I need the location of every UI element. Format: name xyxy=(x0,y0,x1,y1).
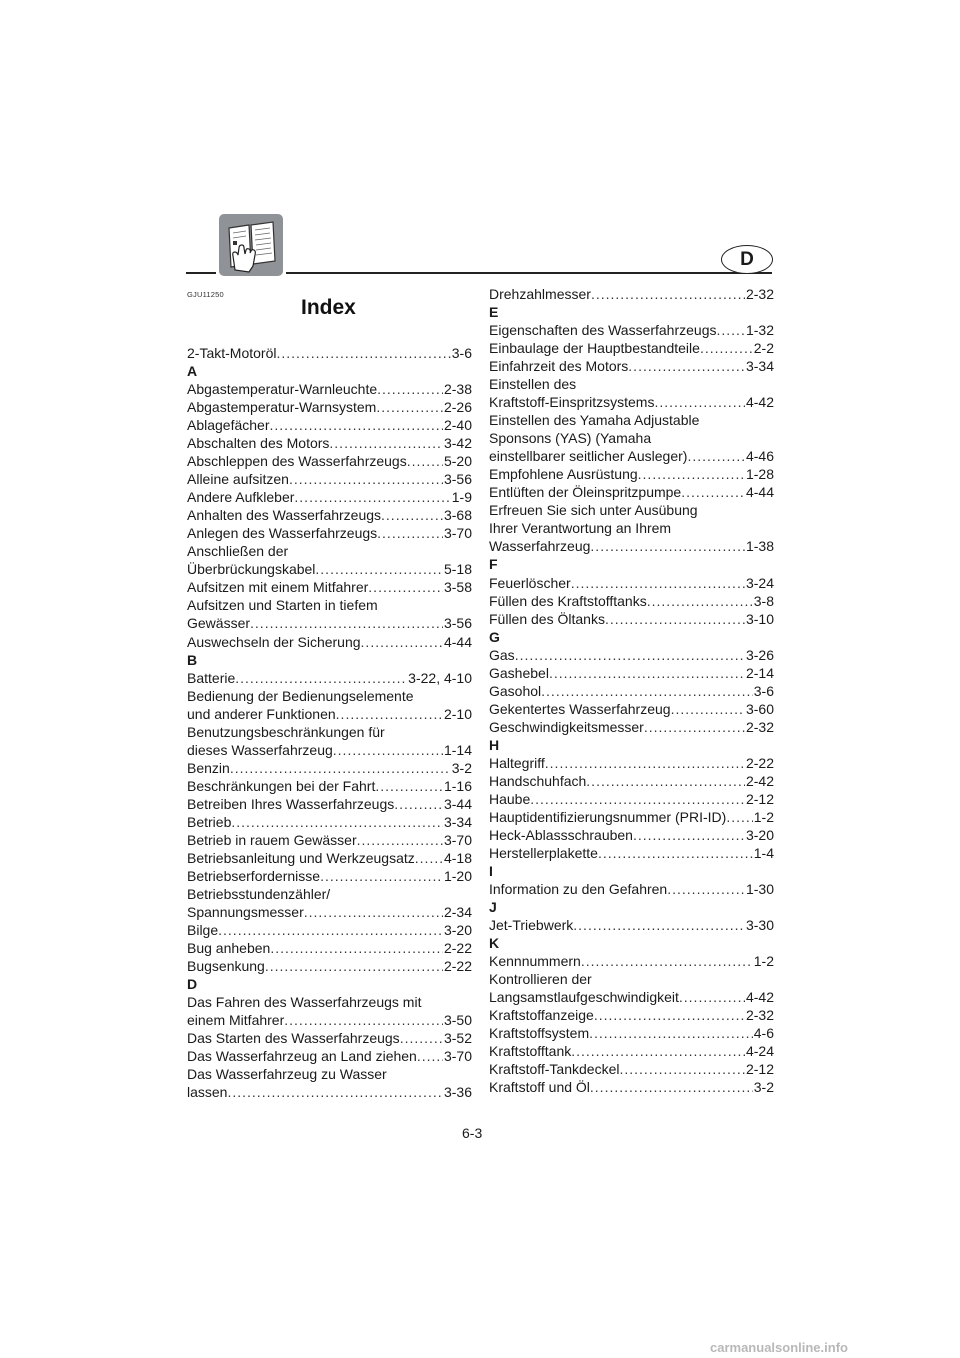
index-entry xyxy=(489,357,774,375)
index-entry-continued: Betriebsstundenzähler/ xyxy=(187,885,331,902)
document-code: GJU11250 xyxy=(187,290,224,299)
index-entry-term: Füllen des Öltanks xyxy=(489,610,605,627)
index-entry xyxy=(187,488,472,506)
index-entry xyxy=(489,754,774,772)
index-entry-page: 3-44 xyxy=(443,795,472,812)
index-entry-term: Betriebsanleitung und Werkzeugsatz xyxy=(187,849,415,866)
index-entry xyxy=(187,795,472,813)
index-entry-term: Aufsitzen mit einem Mitfahrer xyxy=(187,579,369,596)
index-entry-term: Langsamstlaufgeschwindigkeit xyxy=(489,989,679,1006)
index-entry xyxy=(187,957,472,975)
index-entry xyxy=(489,321,774,339)
index-entry xyxy=(187,416,472,434)
index-entry xyxy=(489,952,774,970)
index-entry-page: 2-40 xyxy=(443,417,472,434)
index-entry-page: 4-44 xyxy=(443,633,472,650)
dot-leader xyxy=(289,470,443,488)
dot-leader xyxy=(571,574,745,592)
index-entry-page: 4-42 xyxy=(745,394,774,411)
index-entry-page: 1-2 xyxy=(753,808,774,825)
index-entry-page: 3-10 xyxy=(745,610,774,627)
index-entry-page: 3-60 xyxy=(745,700,774,717)
index-entry-page: 3-30 xyxy=(745,917,774,934)
dot-leader xyxy=(218,921,443,939)
index-entry-term: Haube xyxy=(489,790,531,807)
index-entry-term: Beschränkungen bei der Fahrt xyxy=(187,777,376,794)
dot-leader xyxy=(333,741,443,759)
index-entry-page: 3-20 xyxy=(443,922,472,938)
index-entry-term: einem Mitfahrer xyxy=(187,1012,285,1029)
dot-leader xyxy=(586,772,745,790)
index-entry-continued: Ihrer Verantwortung an Ihrem xyxy=(489,520,672,537)
index-entry-page: 1-4 xyxy=(753,844,774,861)
index-entry-term: Kraftstoff und Öl xyxy=(489,1079,590,1096)
index-letter-heading: I xyxy=(489,863,493,879)
index-entry-page: 2-32 xyxy=(745,286,774,302)
index-entry xyxy=(187,939,472,957)
index-entry-page: 3-42 xyxy=(443,435,472,452)
index-entry xyxy=(489,592,774,610)
index-letter-heading: J xyxy=(489,899,497,916)
index-entry-page: 3-6 xyxy=(451,345,472,361)
index-entry-page: 3-68 xyxy=(443,507,472,524)
index-entry xyxy=(489,483,774,501)
index-entry-continued: Einstellen des Yamaha Adjustable xyxy=(489,412,700,429)
index-entry-page: 3-58 xyxy=(443,579,472,596)
index-entry-page: 4-44 xyxy=(745,484,774,501)
index-entry-page: 5-18 xyxy=(443,561,472,578)
index-entry-page: 2-26 xyxy=(443,399,472,416)
index-entry-term: Batterie xyxy=(187,669,236,686)
dot-leader xyxy=(545,754,745,772)
index-entry-term: Überbrückungskabel xyxy=(187,561,316,578)
dot-leader xyxy=(515,646,745,664)
index-entry xyxy=(489,610,774,628)
index-entry-continued: Sponsons (YAS) (Yamaha xyxy=(489,430,652,447)
index-entry-term: Einbaulage der Hauptbestandteile xyxy=(489,340,700,357)
index-entry xyxy=(489,826,774,844)
index-entry-term: Drehzahlmesser xyxy=(489,286,591,302)
dot-leader xyxy=(591,285,745,303)
dot-leader xyxy=(400,1029,443,1047)
index-entry-page: 2-22 xyxy=(443,958,472,975)
index-entry xyxy=(187,867,472,885)
index-entry xyxy=(187,578,472,596)
index-entry-term: Kennnummern xyxy=(489,953,581,970)
dot-leader xyxy=(598,844,753,862)
index-entry-term: Kraftstoffsystem xyxy=(489,1025,590,1042)
index-entry-term: Bilge xyxy=(187,922,219,938)
header-rule-right xyxy=(286,272,772,274)
dot-leader xyxy=(231,813,443,831)
index-entry xyxy=(187,849,472,867)
index-letter-heading: B xyxy=(187,651,198,668)
index-entry-term: Einfahrzeit des Motors xyxy=(489,358,629,375)
index-entry-term: einstellbarer seitlicher Ausleger) xyxy=(489,448,688,465)
index-entry-term: Betriebserfordernisse xyxy=(187,867,321,884)
dot-leader xyxy=(250,614,443,632)
watermark: carmanualsonline.info xyxy=(710,1340,848,1355)
dot-leader xyxy=(594,1006,745,1024)
header-rule-left xyxy=(186,272,216,274)
index-entry-continued: Bedienung der Bedienungselemente xyxy=(187,687,414,704)
index-entry xyxy=(489,1024,774,1042)
index-entry-continued: Anschließen der xyxy=(187,543,289,560)
index-entry-page: 2-42 xyxy=(745,772,774,789)
dot-leader xyxy=(619,1060,744,1078)
index-entry-page: 3-52 xyxy=(443,1030,472,1047)
index-entry-term: Alleine aufsitzen xyxy=(187,471,289,488)
index-entry-term: Gekentertes Wasserfahrzeug xyxy=(489,700,671,717)
index-entry-page: 3-50 xyxy=(443,1012,472,1029)
index-entry xyxy=(187,759,472,777)
dot-leader xyxy=(654,393,745,411)
index-entry-page: 1-38 xyxy=(745,538,774,555)
dot-leader xyxy=(589,1024,753,1042)
index-entry xyxy=(489,880,774,898)
index-entry-page: 3-24 xyxy=(745,574,774,591)
dot-leader xyxy=(667,880,745,898)
index-entry xyxy=(489,988,774,1006)
dot-leader xyxy=(336,705,443,723)
index-entry xyxy=(489,339,774,357)
index-entry-term: Anlegen des Wasserfahrzeugs xyxy=(187,525,378,542)
dot-leader xyxy=(235,669,407,687)
index-entry xyxy=(489,574,774,592)
index-entry-term: Gasohol xyxy=(489,682,542,699)
index-entry-term: Haltegriff xyxy=(489,754,545,771)
dot-leader xyxy=(276,344,450,362)
dot-leader xyxy=(633,826,745,844)
index-entry-term: Gewässer xyxy=(187,615,251,632)
index-entry xyxy=(187,813,472,831)
dot-leader xyxy=(573,916,745,934)
index-entry xyxy=(187,1083,472,1101)
dot-leader xyxy=(265,957,443,975)
index-entry-term: Kraftstofftank xyxy=(489,1043,572,1060)
dot-leader xyxy=(717,321,745,339)
dot-leader xyxy=(681,483,745,501)
dot-leader xyxy=(590,1078,753,1096)
index-entry-page: 2-22 xyxy=(443,940,472,957)
index-entry-page: 2-22 xyxy=(745,754,774,771)
index-entry-term: Das Wasserfahrzeug an Land ziehen xyxy=(187,1048,417,1065)
index-entry-page: 1-28 xyxy=(745,466,774,483)
index-entry-term: Bugsenkung xyxy=(187,958,265,975)
index-entry-page: 3-2 xyxy=(451,759,472,776)
index-entry-term: Kraftstoffanzeige xyxy=(489,1007,594,1024)
index-entry-page: 3-36 xyxy=(443,1084,472,1101)
index-entry-term: Herstellerplakette xyxy=(489,844,598,861)
index-entry xyxy=(489,393,774,411)
index-entry-page: 4-42 xyxy=(745,989,774,1006)
index-entry xyxy=(187,831,472,849)
index-letter-heading: E xyxy=(489,304,499,321)
index-entry-continued: Das Fahren des Wasserfahrzeugs mit xyxy=(187,994,422,1011)
dot-leader xyxy=(415,849,443,867)
index-entry-term: dieses Wasserfahrzeug xyxy=(187,741,333,758)
index-entry xyxy=(489,808,774,826)
index-entry-term: Geschwindigkeitsmesser xyxy=(489,718,644,735)
dot-leader xyxy=(361,633,443,651)
index-entry xyxy=(187,777,472,795)
index-entry xyxy=(187,524,472,542)
dot-leader xyxy=(407,452,443,470)
index-entry-page: 3-34 xyxy=(443,813,472,830)
index-entry xyxy=(187,452,472,470)
index-letter-heading: H xyxy=(489,736,500,753)
dot-leader xyxy=(581,952,753,970)
dot-leader xyxy=(375,777,443,795)
dot-leader xyxy=(230,759,451,777)
manual-hand-icon xyxy=(219,214,283,276)
index-entry-continued: Erfreuen Sie sich unter Ausübung xyxy=(489,502,698,519)
index-entry-term: Bug anheben xyxy=(187,940,271,957)
index-entry xyxy=(489,537,774,555)
index-entry-page: 4-46 xyxy=(745,448,774,465)
index-entry-page: 2-38 xyxy=(443,381,472,398)
index-entry xyxy=(489,447,774,465)
index-entry-continued: Kontrollieren der xyxy=(489,971,592,988)
index-entry-term: Empfohlene Ausrüstung xyxy=(489,466,638,483)
dot-leader xyxy=(638,465,745,483)
index-entry-term: Information zu den Gefahren xyxy=(489,881,668,898)
index-entry-page: 1-30 xyxy=(745,881,774,898)
index-entry xyxy=(187,705,472,723)
dot-leader xyxy=(284,1011,443,1029)
index-letter-heading: A xyxy=(187,363,198,380)
index-entry-page: 3-20 xyxy=(745,826,774,843)
index-entry-term: Feuerlöscher xyxy=(489,574,571,591)
dot-leader xyxy=(320,867,443,885)
index-entry-term: Abgastemperatur-Warnleuchte xyxy=(187,381,378,398)
index-entry xyxy=(187,560,472,578)
index-column-left xyxy=(187,344,472,1101)
dot-leader xyxy=(541,682,753,700)
index-entry-term: Handschuhfach xyxy=(489,772,587,789)
dot-leader xyxy=(270,416,443,434)
index-entry xyxy=(187,1011,472,1029)
index-entry-term: Ablagefächer xyxy=(187,417,270,434)
index-entry xyxy=(489,1006,774,1024)
language-badge: D xyxy=(721,245,773,274)
index-entry-term: Abgastemperatur-Warnsystem xyxy=(187,399,377,416)
index-entry-term: Gas xyxy=(489,646,515,663)
dot-leader xyxy=(679,988,745,1006)
index-entry xyxy=(489,1078,774,1096)
index-entry-term: Benzin xyxy=(187,759,230,776)
index-entry-term: Auswechseln der Sicherung xyxy=(187,633,361,650)
index-entry-continued: Das Wasserfahrzeug zu Wasser xyxy=(187,1066,387,1083)
index-entry xyxy=(187,903,472,921)
dot-leader xyxy=(368,578,443,596)
index-entry xyxy=(187,398,472,416)
index-entry xyxy=(187,434,472,452)
index-column-right xyxy=(489,285,774,1096)
index-entry-page: 4-6 xyxy=(753,1025,774,1042)
index-entry-term: Hauptidentifizierungsnummer (PRI-ID) xyxy=(489,808,727,825)
index-entry xyxy=(187,669,472,687)
index-letter-heading: D xyxy=(187,976,198,993)
index-entry-term: lassen xyxy=(187,1084,228,1101)
index-entry-term: Betreiben Ihres Wasserfahrzeugs xyxy=(187,795,395,812)
index-entry xyxy=(489,916,774,934)
index-entry-term: Gashebel xyxy=(489,664,549,681)
index-entry xyxy=(187,380,472,398)
dot-leader xyxy=(381,506,443,524)
dot-leader xyxy=(294,488,450,506)
index-entry xyxy=(187,344,472,362)
index-entry xyxy=(489,772,774,790)
dot-leader xyxy=(647,592,753,610)
index-entry-term: Betrieb xyxy=(187,813,232,830)
index-entry-page: 2-12 xyxy=(745,1061,774,1078)
dot-leader xyxy=(394,795,443,813)
index-entry-page: 2-32 xyxy=(745,718,774,735)
index-entry-page: 3-34 xyxy=(745,358,774,375)
index-entry xyxy=(489,700,774,718)
index-entry-page: 2-12 xyxy=(745,790,774,807)
index-entry-term: Jet-Triebwerk xyxy=(489,917,574,934)
index-entry-term: 2-Takt-Motoröl xyxy=(187,345,277,361)
dot-leader xyxy=(726,808,752,826)
dot-leader xyxy=(530,790,745,808)
page-title: Index xyxy=(301,296,356,319)
index-entry xyxy=(187,1029,472,1047)
dot-leader xyxy=(571,1042,745,1060)
index-entry-term: Abschleppen des Wasserfahrzeugs xyxy=(187,453,407,470)
index-entry xyxy=(489,718,774,736)
index-entry xyxy=(187,741,472,759)
index-entry-page: 3-26 xyxy=(745,646,774,663)
index-entry xyxy=(489,1042,774,1060)
dot-leader xyxy=(329,434,443,452)
index-entry-term: Abschalten des Motors xyxy=(187,435,330,452)
dot-leader xyxy=(590,537,745,555)
index-entry-page: 1-9 xyxy=(451,489,472,506)
dot-leader xyxy=(304,903,443,921)
dot-leader xyxy=(227,1083,443,1101)
index-entry-term: Eigenschaften des Wasserfahrzeugs xyxy=(489,322,717,339)
index-entry xyxy=(489,646,774,664)
index-entry-page: 1-16 xyxy=(443,777,472,794)
index-letter-heading: F xyxy=(489,556,498,573)
index-entry xyxy=(187,921,472,939)
index-entry-page: 4-24 xyxy=(745,1043,774,1060)
index-entry xyxy=(187,614,472,632)
page-number: 6-3 xyxy=(462,1125,483,1141)
dot-leader xyxy=(377,380,443,398)
index-entry-continued: Benutzungsbeschränkungen für xyxy=(187,723,385,740)
dot-leader xyxy=(671,700,745,718)
index-entry-term: und anderer Funktionen xyxy=(187,705,336,722)
index-entry-page: 2-2 xyxy=(753,340,774,357)
index-entry-page: 2-34 xyxy=(443,903,472,920)
index-entry-page: 1-20 xyxy=(443,867,472,884)
index-letter-heading: K xyxy=(489,935,500,952)
index-entry-page: 2-10 xyxy=(443,705,472,722)
dot-leader xyxy=(687,447,745,465)
index-entry-page: 3-70 xyxy=(443,1048,472,1065)
dot-leader xyxy=(376,398,443,416)
index-entry-term: Entlüften der Öleinspritzpumpe xyxy=(489,484,682,501)
dot-leader xyxy=(605,610,745,628)
index-entry-page: 3-70 xyxy=(443,831,472,848)
index-entry xyxy=(489,1060,774,1078)
index-entry xyxy=(489,682,774,700)
index-entry xyxy=(489,465,774,483)
index-entry-continued: Einstellen des xyxy=(489,376,577,393)
index-entry-term: Füllen des Kraftstofftanks xyxy=(489,592,647,609)
index-entry xyxy=(489,790,774,808)
dot-leader xyxy=(628,357,745,375)
index-entry-page: 1-2 xyxy=(753,953,774,970)
index-entry-page: 3-22, 4-10 xyxy=(408,669,472,686)
index-entry-page: 3-8 xyxy=(753,592,774,609)
index-entry xyxy=(187,633,472,651)
index-entry-page: 3-70 xyxy=(443,525,472,542)
dot-leader xyxy=(270,939,443,957)
index-entry-term: Betrieb in rauem Gewässer xyxy=(187,831,357,848)
index-entry xyxy=(489,664,774,682)
index-entry-page: 2-32 xyxy=(745,1007,774,1024)
dot-leader xyxy=(315,560,443,578)
index-entry xyxy=(187,470,472,488)
index-letter-heading: G xyxy=(489,628,500,645)
index-entry-term: Kraftstoff-Einspritzsystems xyxy=(489,394,655,411)
index-entry-term: Wasserfahrzeug xyxy=(489,538,591,555)
index-entry-page: 2-14 xyxy=(745,664,774,681)
dot-leader xyxy=(357,831,443,849)
index-entry xyxy=(489,844,774,862)
index-entry xyxy=(187,1047,472,1065)
index-entry-term: Heck-Ablassschrauben xyxy=(489,826,633,843)
dot-leader xyxy=(377,524,443,542)
index-entry-page: 1-14 xyxy=(443,741,472,758)
index-entry-page: 3-2 xyxy=(753,1079,774,1096)
index-entry-page: 3-6 xyxy=(753,682,774,699)
dot-leader xyxy=(644,718,745,736)
index-entry-continued: Aufsitzen und Starten in tiefem xyxy=(187,597,378,614)
dot-leader xyxy=(700,339,753,357)
index-entry xyxy=(489,285,774,303)
index-entry-page: 1-32 xyxy=(745,322,774,339)
dot-leader xyxy=(417,1047,443,1065)
dot-leader xyxy=(549,664,745,682)
index-entry-term: Anhalten des Wasserfahrzeugs xyxy=(187,507,382,524)
index-entry-page: 4-18 xyxy=(443,849,472,866)
index-entry-term: Andere Aufkleber xyxy=(187,489,295,506)
index-entry-term: Das Starten des Wasserfahrzeugs xyxy=(187,1030,400,1047)
index-entry-page: 3-56 xyxy=(443,471,472,488)
index-entry-page: 5-20 xyxy=(443,453,472,470)
index-entry-page: 3-56 xyxy=(443,615,472,632)
index-entry-term: Spannungsmesser xyxy=(187,903,304,920)
index-entry xyxy=(187,506,472,524)
index-entry-term: Kraftstoff-Tankdeckel xyxy=(489,1061,620,1078)
